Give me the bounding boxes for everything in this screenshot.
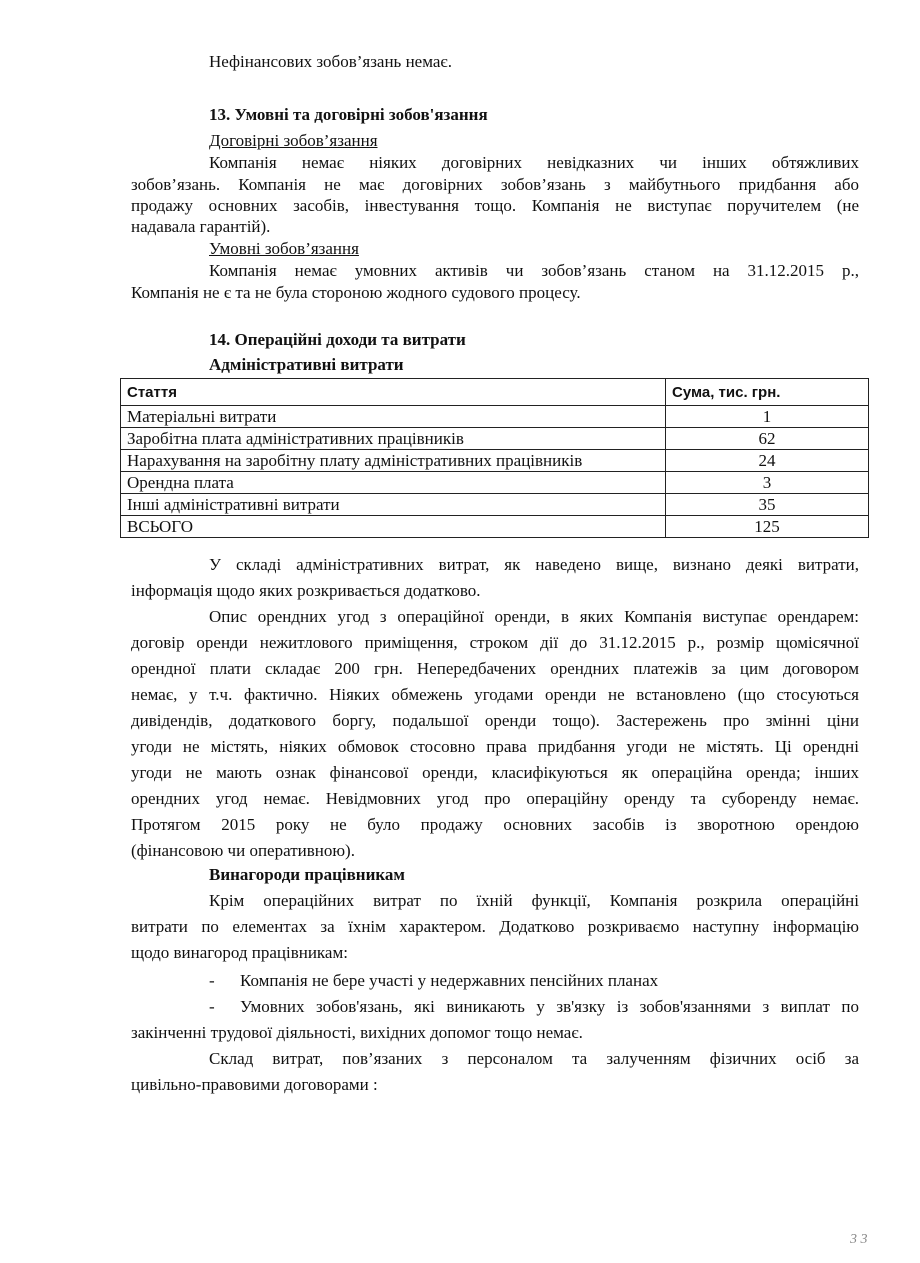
row-label: Орендна плата [121,472,666,494]
paragraph-line: продажу основних засобів, інвестування тощо. Компанія не виступає поручителем (не [131,196,859,215]
intro-line: Нефінансових зобов’язань немає. [209,52,452,71]
row-amount: 62 [666,428,869,450]
paragraph-line: зобов’язань. Компанія не має договірних зобов’язань з майбутнього придбання або [131,175,859,194]
paragraph-line: витрати по елементах за їхнім характером. Додатково розкриваємо наступну інформацію [131,917,859,936]
paragraph-line: інформація щодо яких розкривається додатково. [131,581,481,600]
table-row [121,494,869,516]
paragraph-line: дивідендів, додаткового боргу, подальшої оренди тощо). Застережень про змінні ціни [131,711,859,730]
paragraph-line: щодо винагород працівникам: [131,943,348,962]
bullet-dash: - [209,971,215,990]
paragraph-line: угоди не містять, ніяких обмовок стосовно права придбання угоди не містять. Ці орендні [131,737,859,756]
paragraph-line: цивільно-правовими договорами : [131,1075,378,1094]
section-13-title: 13. Умовні та договірні зобов'язання [209,105,488,124]
table-total-row [121,516,869,538]
row-amount: 35 [666,494,869,516]
paragraph-line: договір оренди нежитлового приміщення, строком дії до 31.12.2015 р., розмір щомісячної [131,633,859,652]
total-label: ВСЬОГО [121,516,666,538]
paragraph-line: угоди не мають ознак фінансової оренди, класифікуються як операційна оренда; інших [131,763,859,782]
table-header-row [121,379,869,406]
paragraph-line: Компанія немає ніяких договірних невідказних чи інших обтяжливих [209,153,859,172]
bullet-continuation: закінченні трудової діяльності, вихідних допомог тощо немає. [131,1023,583,1042]
table-row [121,450,869,472]
paragraph-line: Крім операційних витрат по їхній функції, Компанія розкрила операційні [209,891,859,910]
paragraph-line: Протягом 2015 року не було продажу основних засобів із зворотною орендою [131,815,859,834]
employee-rewards-subtitle: Винагороди працівникам [209,865,405,884]
paragraph-line: орендної плати складає 200 грн. Непередбачених орендних платежів за цим договором [131,659,859,678]
paragraph-line: Опис орендних угод з операційної оренди, в яких Компанія виступає орендарем: [209,607,859,626]
paragraph-line: немає, у т.ч. фактично. Ніяких обмежень угодами оренди не встановлено (що стосуються [131,685,859,704]
table-row [121,406,869,428]
row-label: Заробітна плата адміністративних працівників [121,428,666,450]
table-row [121,428,869,450]
paragraph-line: надавала гарантій). [131,217,271,236]
column-header-item: Стаття [121,379,666,406]
section-14-title: 14. Операційні доходи та витрати [209,330,466,349]
row-amount: 1 [666,406,869,428]
bullet-item: Умовних зобов'язань, які виникають у зв'язку із зобов'язаннями з виплат по [240,997,859,1016]
page-number-mark: 3 3 [850,1232,868,1247]
paragraph-line: Компанія немає умовних активів чи зобов’язань станом на 31.12.2015 р., [209,261,859,280]
bullet-item: Компанія не бере участі у недержавних пенсійних планах [240,971,659,990]
admin-expenses-subtitle: Адміністративні витрати [209,355,404,374]
column-header-amount: Сума, тис. грн. [666,379,869,406]
paragraph-line: орендних угод немає. Невідмовних угод про операційну оренду та суборенду немає. [131,789,859,808]
paragraph-line: У складі адміністративних витрат, як наведено вище, визнано деякі витрати, [209,555,859,574]
paragraph-line: (фінансовою чи оперативною). [131,841,355,860]
admin-expenses-table [120,378,869,538]
row-amount: 24 [666,450,869,472]
table-row [121,472,869,494]
row-label: Інші адміністративні витрати [121,494,666,516]
paragraph-line: Склад витрат, пов’язаних з персоналом та залученням фізичних осіб за [209,1049,859,1068]
row-amount: 3 [666,472,869,494]
row-label: Нарахування на заробітну плату адміністративних працівників [121,450,666,472]
contractual-obligations-subtitle: Договірні зобов’язання [209,131,378,150]
total-amount: 125 [666,516,869,538]
contingent-obligations-subtitle: Умовні зобов’язання [209,239,359,258]
row-label: Матеріальні витрати [121,406,666,428]
bullet-dash: - [209,997,215,1016]
paragraph-line: Компанія не є та не була стороною жодного судового процесу. [131,283,581,302]
